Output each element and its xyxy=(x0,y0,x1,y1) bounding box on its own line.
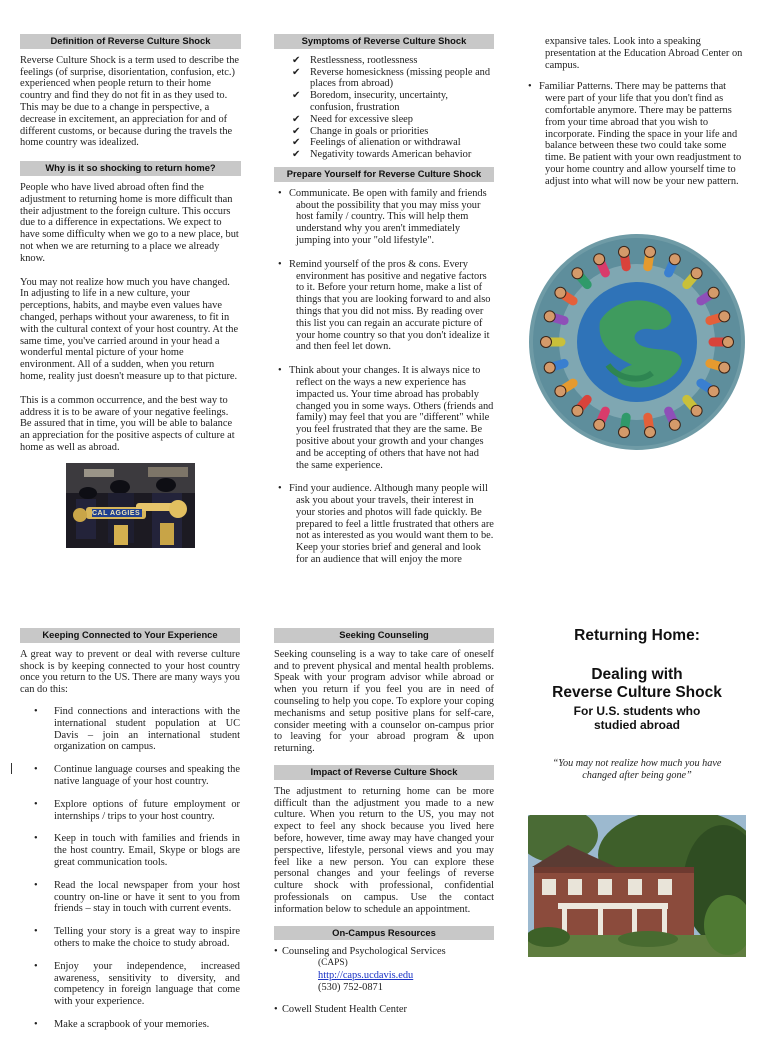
keeping-connected-item xyxy=(34,926,240,950)
prepare-tip-item xyxy=(278,259,494,353)
cover-subtitle: For U.S. students who studied abroad xyxy=(573,704,701,732)
why-shocking-paragraph-2: You may not realize how much you have changed. In adjusting to life in a new culture, your perceptions, habits, and maybe even values have changed, perhaps without your awareness, to fit in with the cultural context of your host country. At the same time, you've carried around in your head a wonderful mental picture of your home environment. All of a sudden, when you return home, reality just doesn't measure up to that picture. xyxy=(20,276,239,382)
prepare-tip-item xyxy=(278,483,494,566)
symptom-text: Negativity towards American behavior xyxy=(310,149,472,161)
symptom-item xyxy=(292,137,494,149)
keeping-connected-list xyxy=(20,706,240,1031)
keeping-connected-text: Explore options of future employment or internships / trips to your host country. xyxy=(54,798,240,822)
column-keeping-connected xyxy=(20,628,240,1042)
symptom-text: Reverse homesickness (missing people and places from abroad) xyxy=(310,66,491,90)
prepare-tip-item xyxy=(278,365,494,471)
band-photo-graphic xyxy=(66,463,195,548)
section-header-prepare: Prepare Yourself for Reverse Culture Shock xyxy=(274,167,494,182)
why-shocking-paragraph-3: This is a common occurrence, and the best way to address it is to be aware of your negative feelings. Be assured that in time, you will be able to balance an appreciation for the positive aspects of culture at home as well as abroad. xyxy=(20,394,235,453)
continued-tip-text xyxy=(528,36,744,71)
bullet-mark: • xyxy=(34,926,38,938)
why-shocking-paragraph-1: People who have lived abroad often find the adjustment to returning home is more difficult than their adjustment to the foreign culture. This occurs due to a difference in expectations. We expect to have some difficulty when we go to a new place, but not when we are returning to a place we already know. xyxy=(20,181,239,264)
check-icon: ✔ xyxy=(292,125,301,137)
continued-tip-span: expansive tales. Look into a speaking presentation at the Education Abroad Center on campus. xyxy=(545,36,743,71)
marching-band-photo xyxy=(66,463,195,548)
keeping-connected-item xyxy=(34,880,240,915)
keeping-connected-item xyxy=(34,833,240,868)
section-header-resources: On-Campus Resources xyxy=(274,926,494,941)
caps-phone: (530) 752-0871 xyxy=(318,981,383,993)
child-figure-icon xyxy=(713,337,734,348)
column-counseling xyxy=(274,628,494,1025)
cover-quote: “You may not realize how much you have changed after being gone” xyxy=(552,758,722,781)
bullet-mark: • xyxy=(274,946,278,958)
cover-title-dealing-with: Dealing with xyxy=(591,666,683,683)
definition-paragraph: Reverse Culture Shock is a term used to describe the feelings (of surprise, disorientation, confusion, etc.) experienced when people return to their home country and find they do not fit in as they used to. This may be due to a change in perspective, a decrease in excitement, an appreciation for and of different customs, or because during the travels the home country was idealized. xyxy=(20,54,240,149)
bullet-mark: • xyxy=(34,705,38,717)
section-header-definition: Definition of Reverse Culture Shock xyxy=(20,34,241,49)
seeking-counseling-paragraph: Seeking counseling is a way to take care of oneself and to prevent physical and mental health problems. Speak with your program advisor while abroad or when you return if you feel you are in need of counseling to help you cope. To explore your coping mechanisms and setup positive plans for self-care, consider meeting with a counselor on-campus prior to leaving for your abroad program & upon returning. xyxy=(274,648,494,755)
cowell-name: Cowell Student Health Center xyxy=(282,1003,407,1015)
prepare-tip-text: Think about your changes. It is always nice to reflect on the ways a new experience has impacted us. Your time abroad has probably changed you in some ways. Others (friends and family) may feel that you are "different" while you feel frustrated that they are the same. Be positive about your growth and your changes and be accepting of others that have not had the same experience. xyxy=(289,365,494,471)
bullet-mark: • xyxy=(34,879,38,891)
section-header-keeping-connected: Keeping Connected to Your Experience xyxy=(20,628,240,643)
cover-title-returning-home: Returning Home: xyxy=(574,627,700,644)
check-icon: ✔ xyxy=(292,149,301,161)
symptom-item xyxy=(292,55,494,67)
keeping-connected-item xyxy=(34,799,240,823)
symptom-text: Feelings of alienation or withdrawal xyxy=(310,137,461,149)
bullet-mark: • xyxy=(278,365,282,377)
check-icon: ✔ xyxy=(292,66,301,78)
globe-graphic xyxy=(528,233,746,451)
keeping-connected-item xyxy=(34,764,240,788)
band-photo-banner-text: CAL AGGIES xyxy=(92,510,141,517)
keeping-connected-text: Continue language courses and speaking the native language of your host country. xyxy=(54,764,240,787)
section-header-impact: Impact of Reverse Culture Shock xyxy=(274,765,494,780)
check-icon: ✔ xyxy=(292,90,301,102)
resource-cowell xyxy=(274,1004,494,1016)
check-icon: ✔ xyxy=(292,54,301,66)
cover-title-reverse-culture-shock: Reverse Culture Shock xyxy=(552,684,722,701)
section-header-why-shocking: Why is it so shocking to return home? xyxy=(20,161,241,176)
symptom-text: Need for excessive sleep xyxy=(310,113,413,125)
bullet-mark: • xyxy=(34,1018,38,1030)
column-familiar-patterns xyxy=(528,36,744,198)
symptoms-list xyxy=(274,55,494,161)
cover-panel xyxy=(528,626,746,782)
text-cursor-mark xyxy=(11,763,12,774)
bullet-mark: • xyxy=(34,833,38,845)
keeping-connected-text: Make a scrapbook of your memories. xyxy=(54,1018,210,1030)
caps-link-row xyxy=(282,970,494,982)
symptom-item xyxy=(292,90,494,114)
symptom-item xyxy=(292,126,494,138)
familiar-patterns-tip xyxy=(528,81,744,187)
bullet-mark: • xyxy=(34,798,38,810)
prepare-tip-text: Remind yourself of the pros & cons. Every environment has positive and negative factors to it. Before your return home, make a list of things that you are looking forward to and also things that you did not miss. By reading over this list you can regain an accurate picture of your home country so that you don't idealize it and then feel let down. xyxy=(289,258,491,353)
symptom-item xyxy=(292,149,494,161)
bullet-mark: • xyxy=(34,960,38,972)
prepare-tip-text: Find your audience. Although many people will ask you about your travels, their interest in your stories and photos will fade quickly. Be prepared to feel a little frustrated that others are not as interested as you would want them to be. Keep your stories brief and general and look for an audience that will enjoy the more xyxy=(289,483,494,566)
keeping-connected-text: Find connections and interactions with the international student population at UC Davis – join an international student organization on campus. xyxy=(54,705,240,753)
bullet-mark: • xyxy=(528,81,532,93)
bullet-mark: • xyxy=(278,258,282,270)
bullet-mark: • xyxy=(274,1003,278,1015)
bullet-mark: • xyxy=(278,483,282,495)
child-figure-icon xyxy=(541,337,562,348)
caps-website-link[interactable]: http://caps.ucdavis.edu xyxy=(318,969,414,981)
impact-paragraph: The adjustment to returning home can be more difficult than the adjustment you made to a new culture. When you return to the US, you may not expect to feel any shock because you lived here before, however, time away may have changed your perspective, lifestyle, personal views and you may feel like a new person. You can explore these personal changes and your feelings of reverse culture shock with professional, confidential professionals on campus. Use the contact information below to schedule an appointment. xyxy=(274,785,494,915)
keeping-connected-item xyxy=(34,1019,240,1031)
symptom-item xyxy=(292,114,494,126)
bullet-mark: • xyxy=(278,187,282,199)
check-icon: ✔ xyxy=(292,113,301,125)
prepare-tip-text: Communicate. Be open with family and friends about the possibility that you may miss your host family / country. This will help them understand why you aren't immediately jumping into your "old lifestyle". xyxy=(289,187,487,246)
symptom-text: Boredom, insecurity, uncertainty, confusion, frustration xyxy=(310,90,449,113)
section-header-seeking-counseling: Seeking Counseling xyxy=(274,628,494,643)
familiar-patterns-text: Familiar Patterns. There may be patterns that were part of your life that you don't find as comfortable anymore. There may be patterns from your time abroad that you wish to incorporate. Finding the space in your life and balance between these two could take some time. Be patient with your own readjustment to your home country and allow yourself time to adjust into what will now be your new pattern. xyxy=(539,81,742,187)
keeping-connected-item xyxy=(34,961,240,1008)
prepare-tips-list xyxy=(274,188,494,566)
campus-house-photo xyxy=(528,815,746,957)
keeping-connected-text: Read the local newspaper from your host country on-line or have it sent to you from friends – stay in touch with current events. xyxy=(54,879,240,915)
keeping-connected-intro: A great way to prevent or deal with reverse culture shock is by keeping connected to your host country once you return to the US. There are many ways you can do this: xyxy=(20,648,240,696)
symptom-text: Restlessness, rootlessness xyxy=(310,54,418,66)
caps-abbr: (CAPS) xyxy=(318,958,348,969)
caps-name: Counseling and Psychological Services xyxy=(282,946,446,958)
bullet-mark: • xyxy=(34,764,38,776)
resource-caps xyxy=(274,946,494,993)
keeping-connected-item xyxy=(34,706,240,753)
keeping-connected-text: Telling your story is a great way to inspire others to make the choice to study abroad. xyxy=(54,926,240,949)
symptom-text: Change in goals or priorities xyxy=(310,125,429,137)
world-children-globe-illustration xyxy=(528,233,746,451)
column-symptoms xyxy=(274,34,494,578)
column-definition xyxy=(20,34,241,460)
symptom-item xyxy=(292,67,494,91)
keeping-connected-text: Keep in touch with families and friends in the host country. Email, Skype or blogs are great communication tools. xyxy=(54,833,240,868)
check-icon: ✔ xyxy=(292,137,301,149)
house-photo-graphic xyxy=(528,815,746,957)
prepare-tip-item xyxy=(278,188,494,247)
keeping-connected-text: Enjoy your independence, increased awareness, sensitivity to diversity, and competency in foreign language that come with your experience. xyxy=(54,960,240,1008)
section-header-symptoms: Symptoms of Reverse Culture Shock xyxy=(274,34,494,49)
